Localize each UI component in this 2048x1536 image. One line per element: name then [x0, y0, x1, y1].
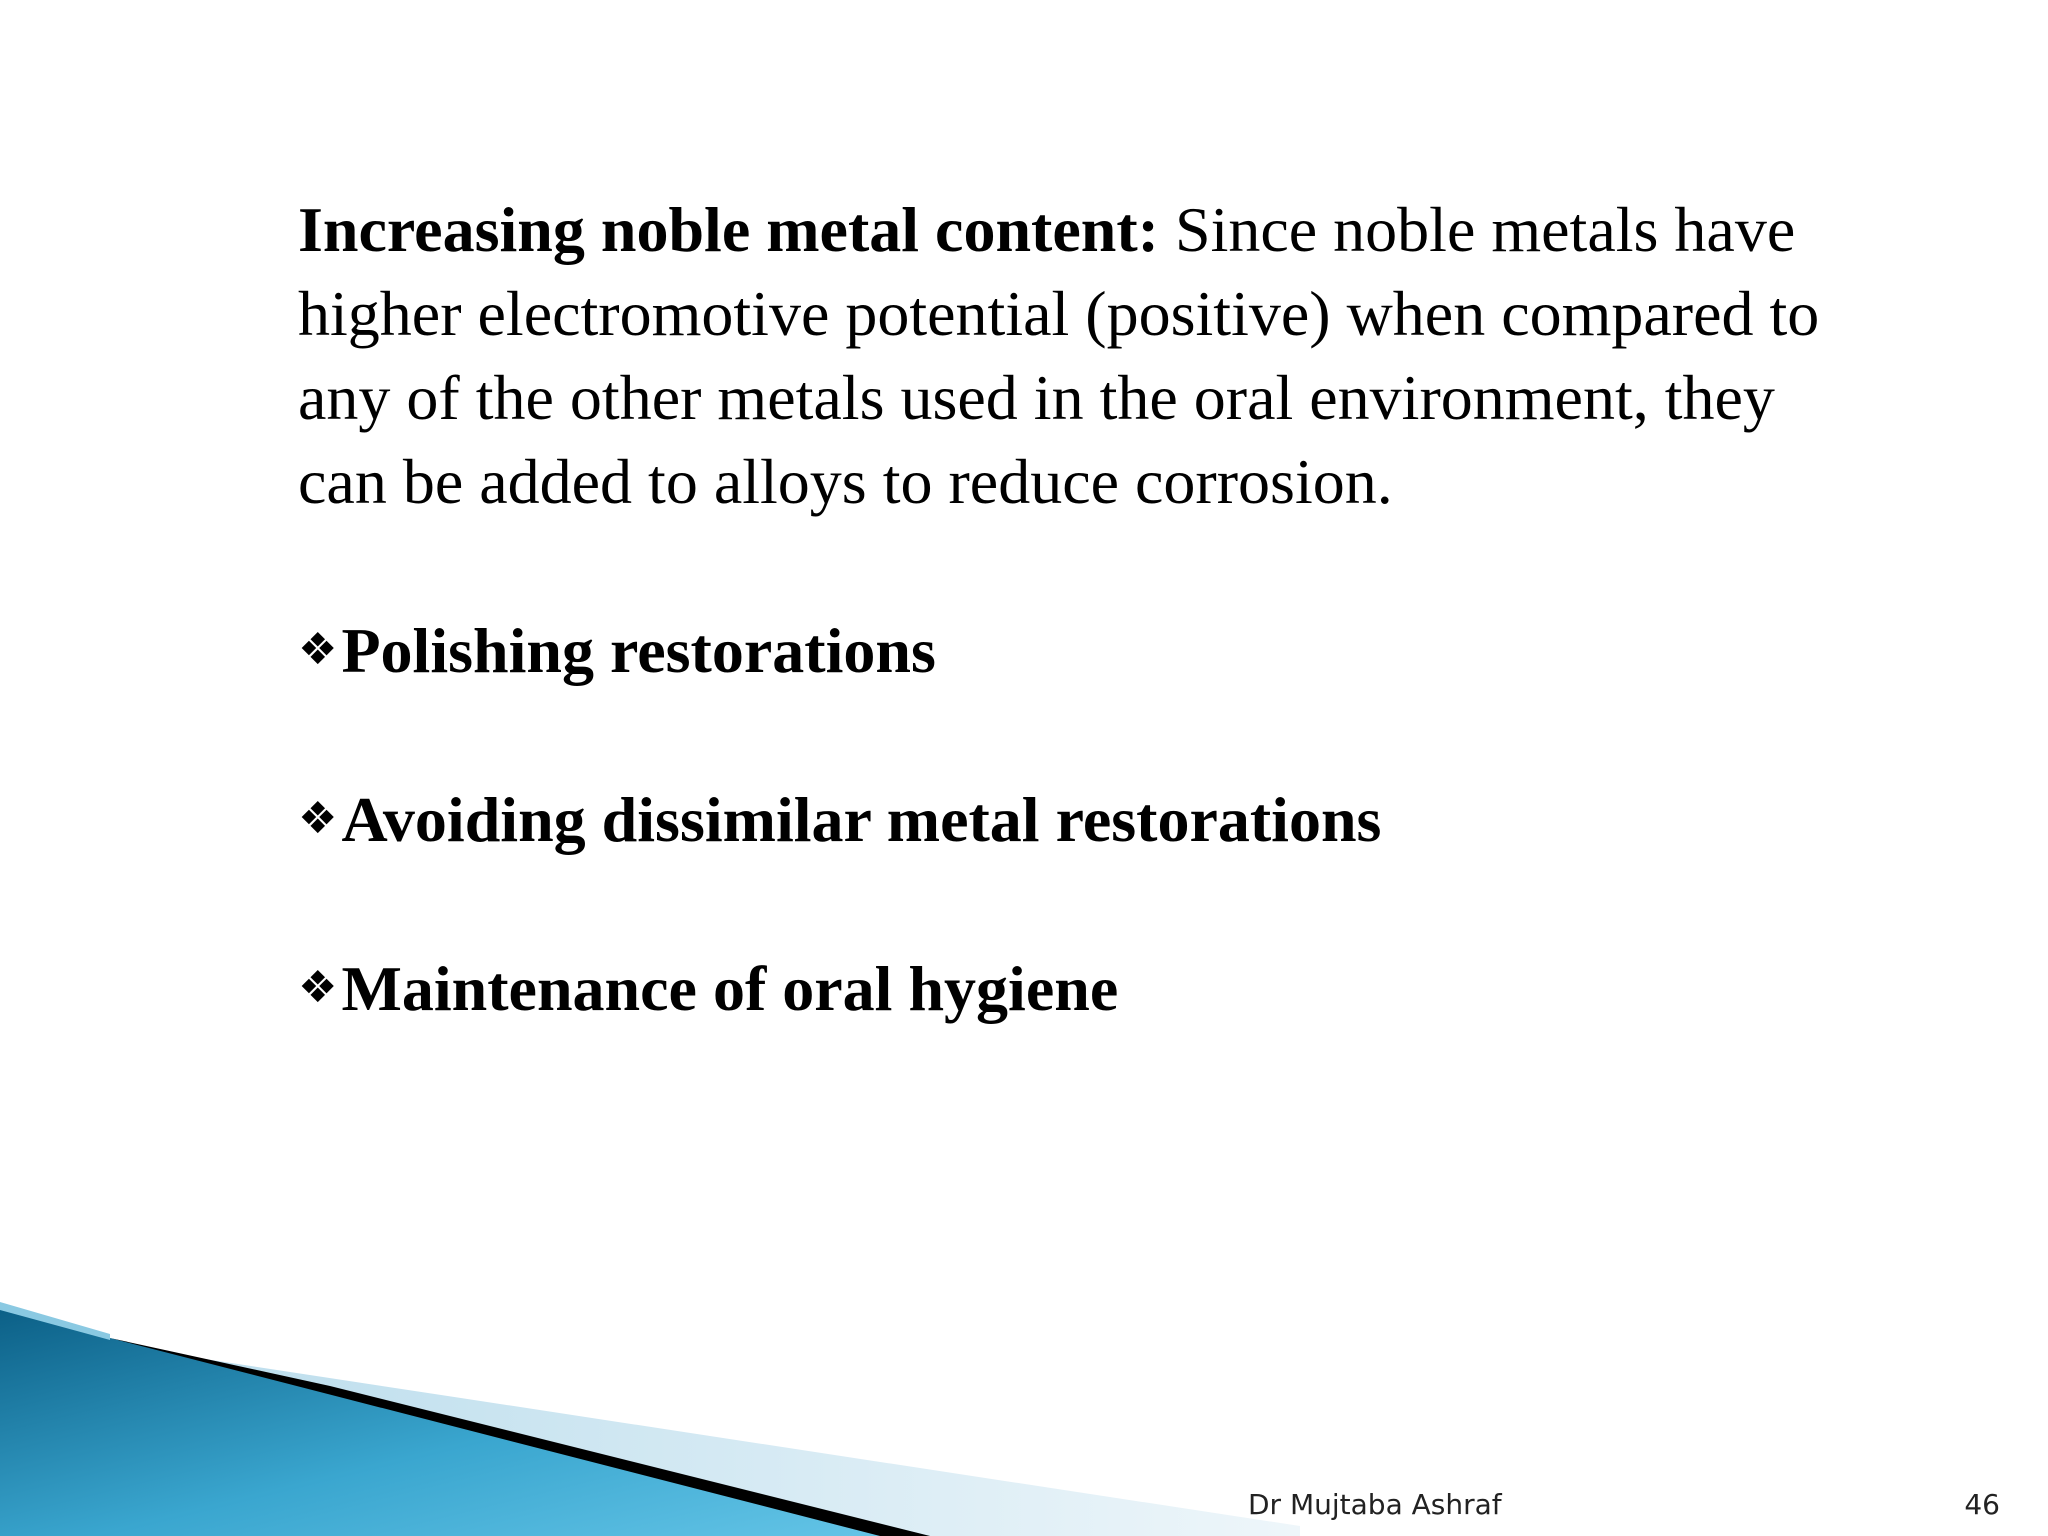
bullet-item: [298, 608, 1838, 693]
diamond-bullet-icon: ❖: [298, 793, 338, 844]
bullet-text: Maintenance of oral hygiene: [341, 953, 1119, 1024]
slide-page-number: 46: [1964, 1488, 2000, 1521]
bullet-item: [298, 946, 1838, 1031]
paragraph-body: Since noble metals have higher electromotive potential (positive) when compared to any of the other metals used in the oral environment, they can be added to alloys to reduce corrosion.: [298, 194, 1820, 517]
intro-paragraph: [298, 188, 1838, 524]
diamond-bullet-icon: ❖: [298, 624, 338, 675]
bullet-text: Polishing restorations: [341, 615, 936, 686]
bullet-text: Avoiding dissimilar metal restorations: [341, 784, 1382, 855]
slide-content: [298, 188, 1838, 1031]
bullet-item: [298, 777, 1838, 862]
diamond-bullet-icon: ❖: [298, 962, 338, 1013]
footer-author: Dr Mujtaba Ashraf: [1248, 1488, 1502, 1521]
paragraph-lead: Increasing noble metal content:: [298, 194, 1159, 265]
corner-swoosh-decoration: [0, 1276, 2048, 1536]
